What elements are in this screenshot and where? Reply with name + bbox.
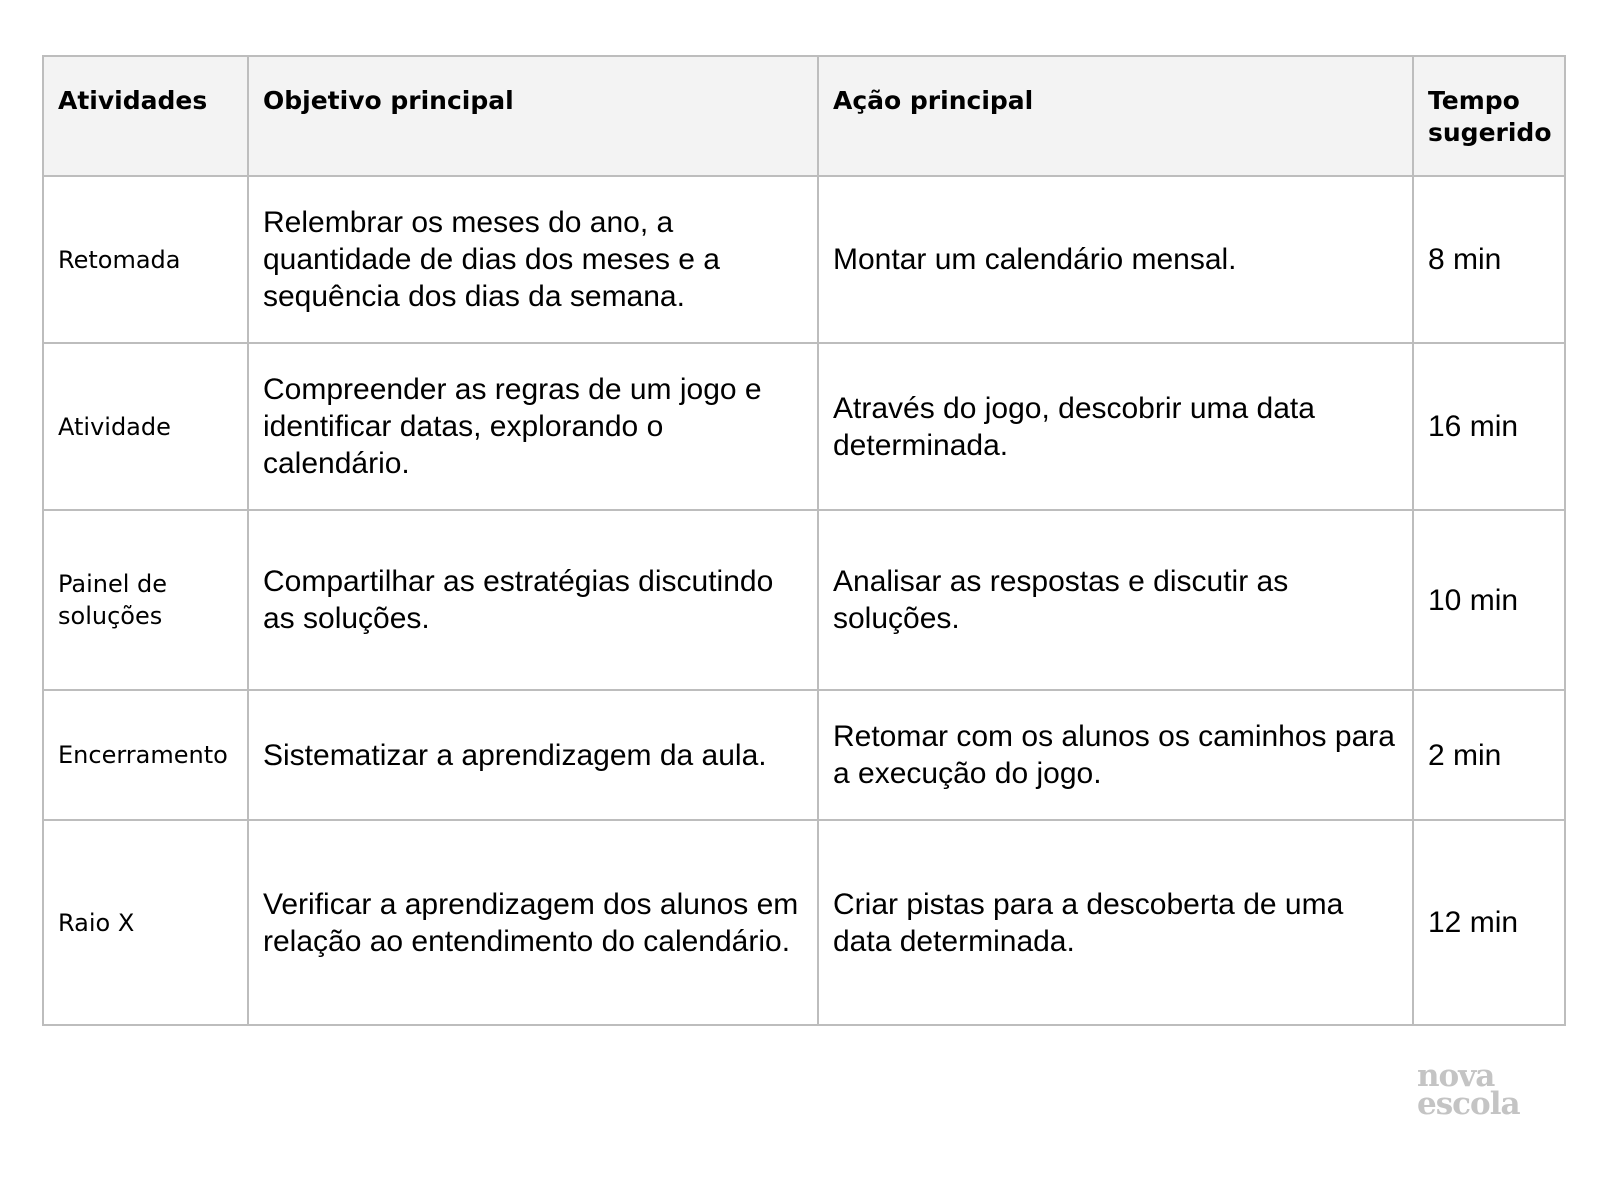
time-cell: 8 min <box>1413 176 1565 343</box>
objective-cell: Compartilhar as estratégias discutindo as soluções. <box>248 510 818 690</box>
action-cell: Analisar as respostas e discutir as soluções. <box>818 510 1413 690</box>
activity-cell: Atividade <box>43 343 248 510</box>
table-row <box>43 176 1565 343</box>
activity-cell: Encerramento <box>43 690 248 820</box>
action-cell: Criar pistas para a descoberta de uma data determinada. <box>818 820 1413 1025</box>
header-row <box>43 56 1565 176</box>
time-cell: 12 min <box>1413 820 1565 1025</box>
table-body <box>43 176 1565 1025</box>
activity-cell: Retomada <box>43 176 248 343</box>
logo-line-nova: nova <box>1417 1058 1495 1094</box>
objective-cell: Verificar a aprendizagem dos alunos em relação ao entendimento do calendário. <box>248 820 818 1025</box>
table-row <box>43 820 1565 1025</box>
time-cell: 10 min <box>1413 510 1565 690</box>
header-suggested-time: Tempo sugerido <box>1413 56 1565 176</box>
nova-escola-logo <box>1417 1058 1537 1122</box>
header-main-action: Ação principal <box>818 56 1413 176</box>
objective-cell: Relembrar os meses do ano, a quantidade de dias dos meses e a sequência dos dias da semana. <box>248 176 818 343</box>
table-header <box>43 56 1565 176</box>
time-cell: 2 min <box>1413 690 1565 820</box>
action-cell: Retomar com os alunos os caminhos para a execução do jogo. <box>818 690 1413 820</box>
action-cell: Montar um calendário mensal. <box>818 176 1413 343</box>
header-main-objective: Objetivo principal <box>248 56 818 176</box>
table-row <box>43 343 1565 510</box>
header-activities: Atividades <box>43 56 248 176</box>
objective-cell: Compreender as regras de um jogo e identificar datas, explorando o calendário. <box>248 343 818 510</box>
table-row <box>43 690 1565 820</box>
activity-cell: Raio X <box>43 820 248 1025</box>
time-cell: 16 min <box>1413 343 1565 510</box>
logo-line-escola: escola <box>1417 1086 1520 1122</box>
action-cell: Através do jogo, descobrir uma data determinada. <box>818 343 1413 510</box>
table-row <box>43 510 1565 690</box>
objective-cell: Sistematizar a aprendizagem da aula. <box>248 690 818 820</box>
activity-cell: Painel de soluções <box>43 510 248 690</box>
lesson-plan-table <box>42 55 1566 1026</box>
